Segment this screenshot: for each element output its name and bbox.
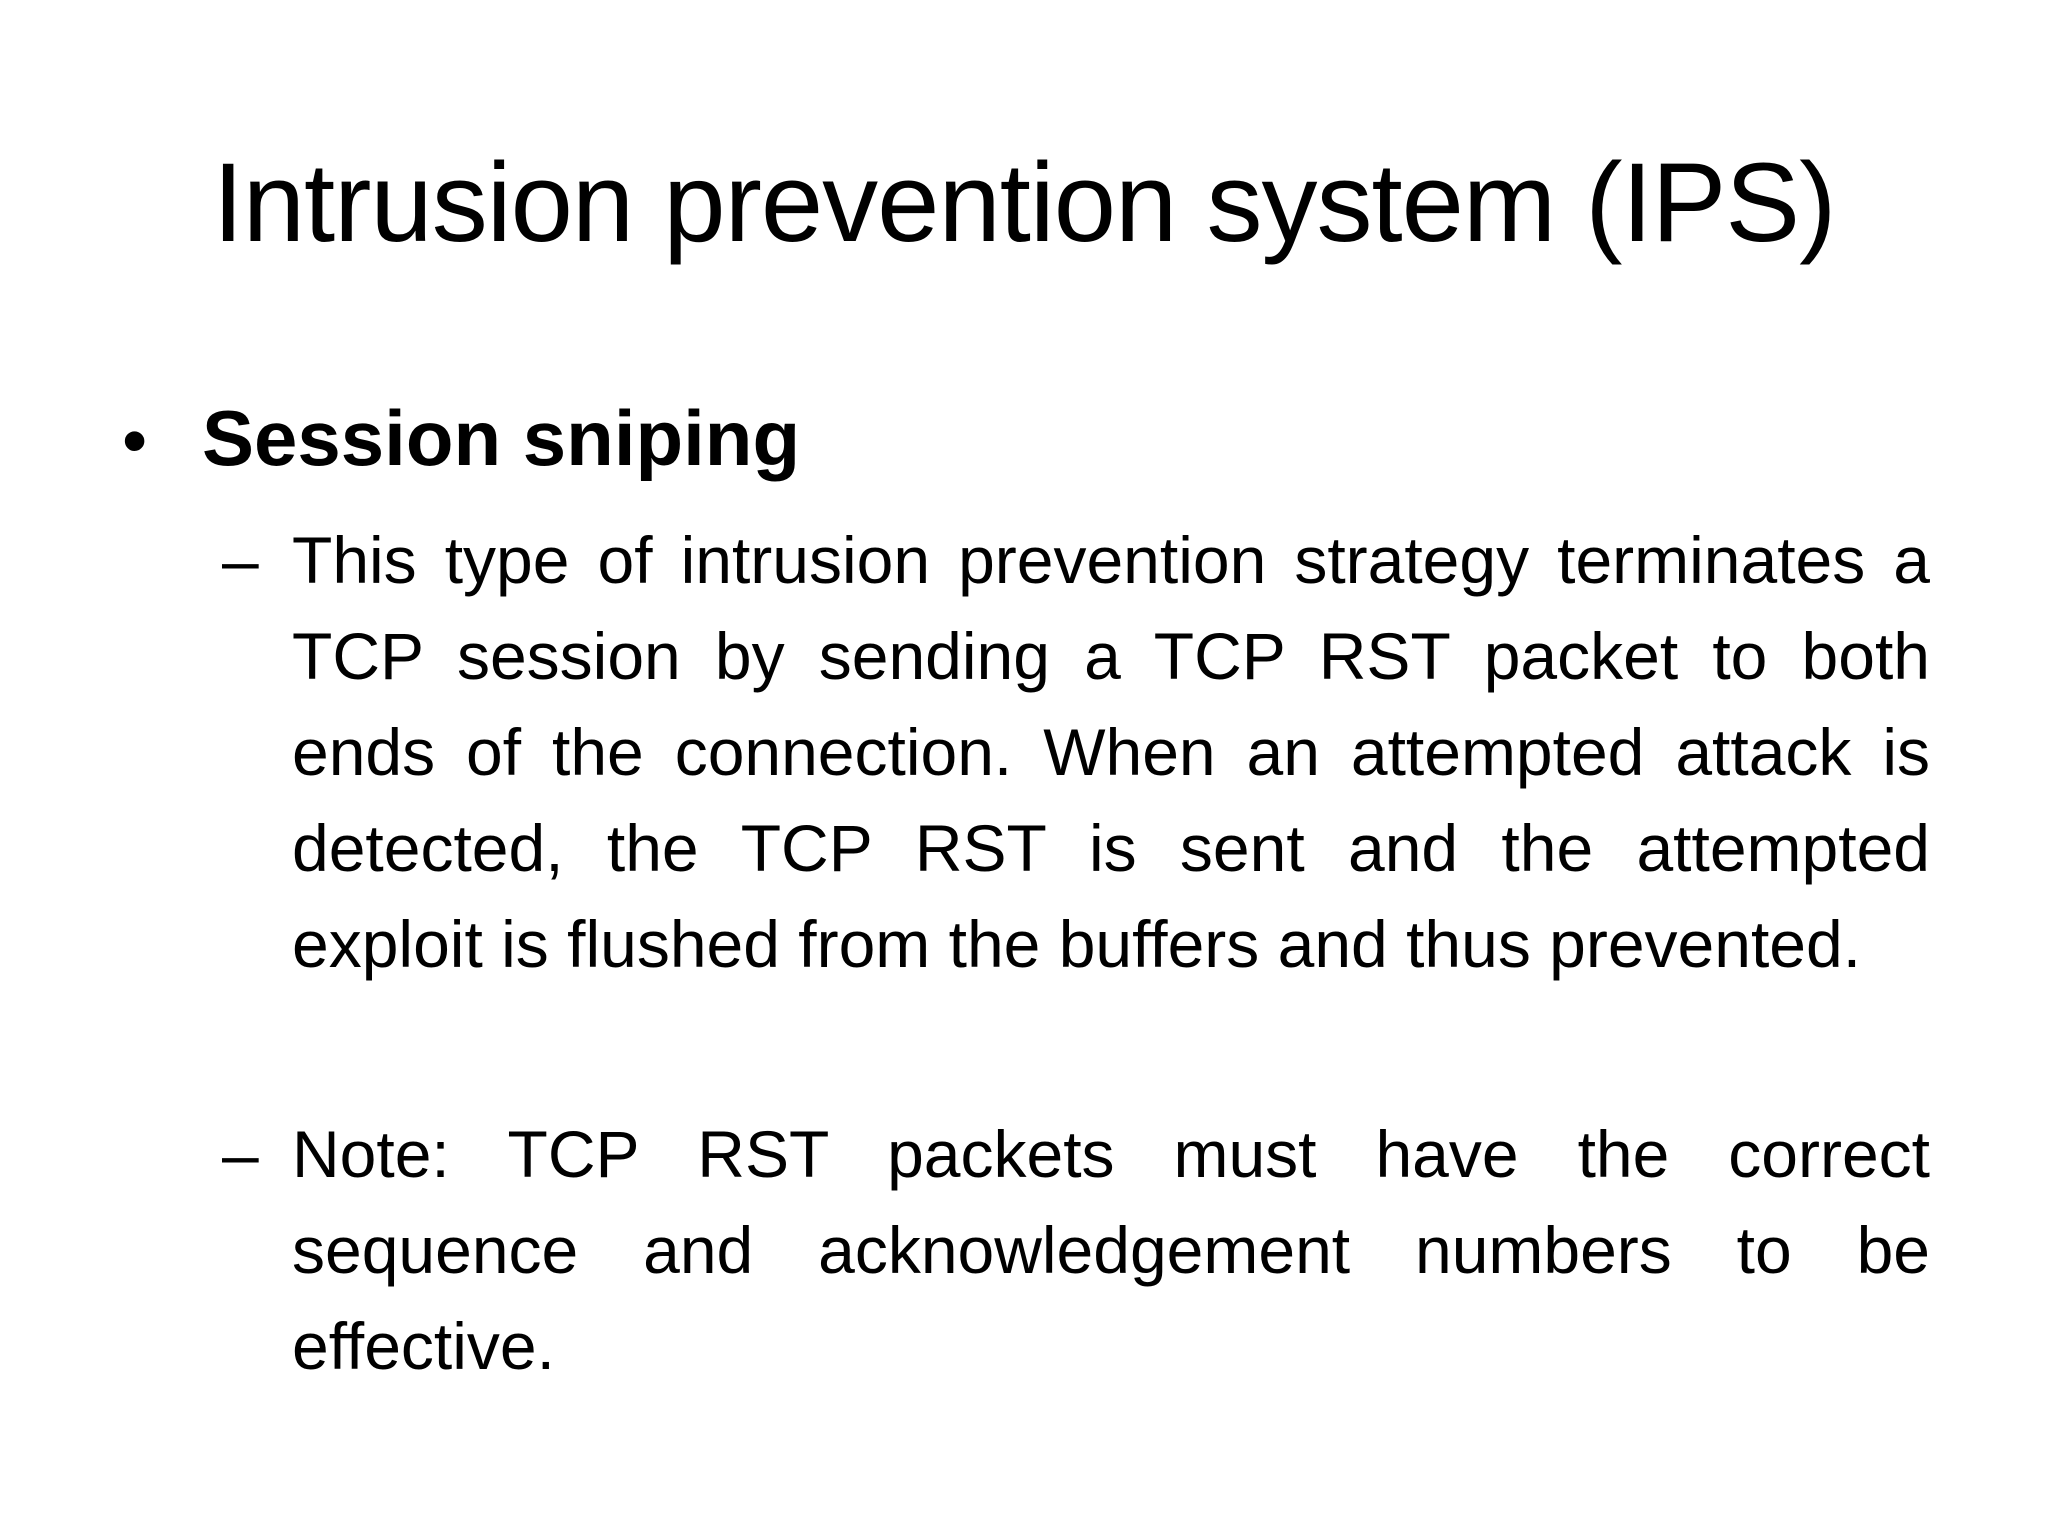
slide-title: Intrusion prevention system (IPS) xyxy=(212,140,1836,265)
dash-marker: – xyxy=(222,523,259,597)
bullet-session-sniping xyxy=(122,388,800,491)
bullet-marker: • xyxy=(122,401,148,481)
sub-item-text: This type of intrusion prevention strategy terminates a TCP session by sending a TCP RST packet to both ends of the connection. When an attempted attack is detected, the TCP RST is sent and the attempted exploit is flushed from the buffers and thus prevented. xyxy=(292,523,1930,981)
bullet-label: Session sniping xyxy=(202,394,801,482)
dash-marker: – xyxy=(222,1117,259,1191)
sub-item-strategy xyxy=(222,512,1930,992)
sub-item-text: Note: TCP RST packets must have the correct sequence and acknowledgement numbers to be effective. xyxy=(292,1117,1930,1383)
sub-item-note xyxy=(222,1106,1930,1394)
